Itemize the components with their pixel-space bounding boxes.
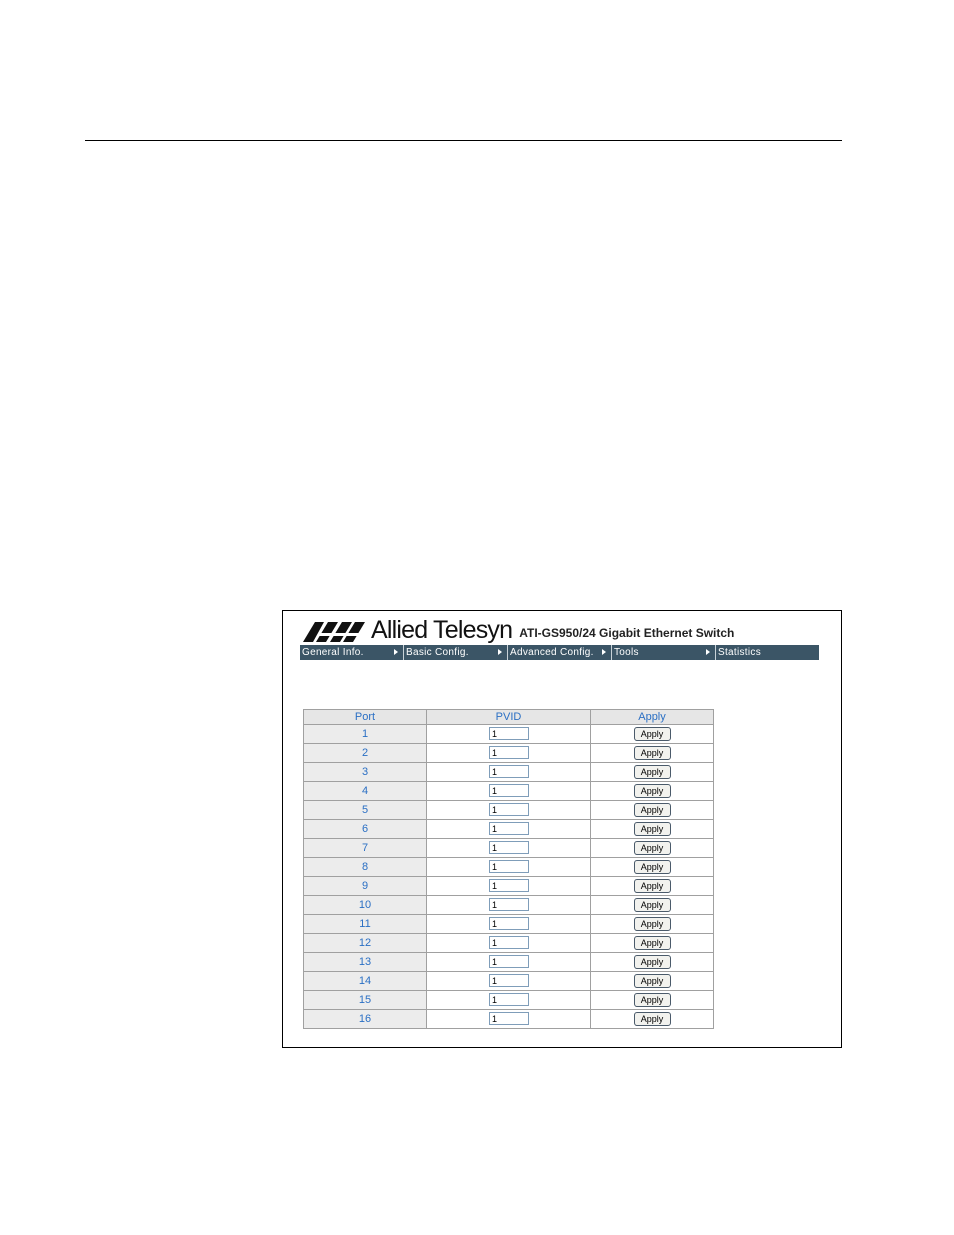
pvid-cell [427, 801, 591, 820]
menu-item-general-info[interactable] [300, 645, 404, 660]
brand-name: Allied Telesyn [371, 616, 513, 644]
submenu-arrow-icon [706, 649, 710, 655]
pvid-cell [427, 725, 591, 744]
pvid-input[interactable] [489, 898, 529, 911]
apply-button[interactable]: Apply [634, 917, 671, 931]
brand-header [303, 616, 734, 642]
pvid-input[interactable] [489, 746, 529, 759]
column-header-pvid: PVID [427, 710, 591, 725]
apply-button[interactable]: Apply [634, 974, 671, 988]
menu-item-basic-config[interactable] [404, 645, 508, 660]
apply-cell [591, 801, 714, 820]
apply-cell [591, 744, 714, 763]
apply-button[interactable]: Apply [634, 1012, 671, 1026]
table-row [304, 858, 714, 877]
pvid-cell [427, 953, 591, 972]
pvid-cell [427, 782, 591, 801]
port-number: 2 [304, 744, 427, 763]
table-header-row [304, 710, 714, 725]
column-header-apply: Apply [591, 710, 714, 725]
pvid-cell [427, 744, 591, 763]
table-body [304, 725, 714, 1029]
table-row [304, 744, 714, 763]
pvid-cell [427, 991, 591, 1010]
port-number: 4 [304, 782, 427, 801]
port-number: 15 [304, 991, 427, 1010]
pvid-input[interactable] [489, 879, 529, 892]
port-number: 8 [304, 858, 427, 877]
submenu-arrow-icon [602, 649, 606, 655]
main-menu-bar [300, 645, 819, 660]
pvid-cell [427, 896, 591, 915]
menu-item-label: Basic Config. [406, 647, 469, 658]
apply-button[interactable]: Apply [634, 822, 671, 836]
pvid-input[interactable] [489, 803, 529, 816]
page-header-rule [85, 140, 842, 141]
menu-item-tools[interactable] [612, 645, 716, 660]
pvid-cell [427, 972, 591, 991]
product-name: ATI-GS950/24 Gigabit Ethernet Switch [519, 626, 735, 640]
pvid-cell [427, 820, 591, 839]
port-number: 11 [304, 915, 427, 934]
table-row [304, 915, 714, 934]
submenu-arrow-icon [394, 649, 398, 655]
apply-button[interactable]: Apply [634, 936, 671, 950]
menu-item-advanced-config[interactable] [508, 645, 612, 660]
apply-button[interactable]: Apply [634, 784, 671, 798]
submenu-arrow-icon [498, 649, 502, 655]
table-row [304, 725, 714, 744]
pvid-input[interactable] [489, 784, 529, 797]
pvid-input[interactable] [489, 822, 529, 835]
port-number: 12 [304, 934, 427, 953]
pvid-input[interactable] [489, 727, 529, 740]
table-row [304, 877, 714, 896]
pvid-cell [427, 934, 591, 953]
port-number: 6 [304, 820, 427, 839]
port-number: 5 [304, 801, 427, 820]
pvid-cell [427, 915, 591, 934]
apply-cell [591, 915, 714, 934]
apply-cell [591, 725, 714, 744]
column-header-port: Port [304, 710, 427, 725]
apply-cell [591, 972, 714, 991]
pvid-input[interactable] [489, 974, 529, 987]
port-number: 10 [304, 896, 427, 915]
apply-button[interactable]: Apply [634, 727, 671, 741]
port-number: 16 [304, 1010, 427, 1029]
table-row [304, 1010, 714, 1029]
apply-cell [591, 934, 714, 953]
table-row [304, 896, 714, 915]
port-number: 7 [304, 839, 427, 858]
apply-button[interactable]: Apply [634, 765, 671, 779]
port-number: 14 [304, 972, 427, 991]
pvid-cell [427, 877, 591, 896]
apply-cell [591, 839, 714, 858]
pvid-input[interactable] [489, 1012, 529, 1025]
pvid-cell [427, 839, 591, 858]
port-pvid-table [303, 709, 714, 1029]
table-row [304, 934, 714, 953]
apply-button[interactable]: Apply [634, 993, 671, 1007]
table-row [304, 991, 714, 1010]
table-row [304, 820, 714, 839]
apply-button[interactable]: Apply [634, 803, 671, 817]
pvid-input[interactable] [489, 765, 529, 778]
pvid-cell [427, 858, 591, 877]
pvid-input[interactable] [489, 993, 529, 1006]
menu-item-label: Statistics [718, 647, 762, 658]
apply-button[interactable]: Apply [634, 879, 671, 893]
pvid-input[interactable] [489, 917, 529, 930]
pvid-input[interactable] [489, 955, 529, 968]
apply-cell [591, 820, 714, 839]
apply-button[interactable]: Apply [634, 898, 671, 912]
pvid-input[interactable] [489, 860, 529, 873]
menu-item-label: Tools [614, 647, 639, 658]
apply-cell [591, 858, 714, 877]
table-row [304, 763, 714, 782]
apply-cell [591, 1010, 714, 1029]
pvid-cell [427, 763, 591, 782]
port-number: 9 [304, 877, 427, 896]
apply-button[interactable]: Apply [634, 841, 671, 855]
table-row [304, 839, 714, 858]
apply-cell [591, 991, 714, 1010]
menu-item-label: General Info. [302, 647, 364, 658]
port-number: 1 [304, 725, 427, 744]
switch-web-ui-screenshot [282, 610, 842, 1048]
apply-cell [591, 896, 714, 915]
menu-item-statistics[interactable] [716, 645, 819, 660]
pvid-input[interactable] [489, 936, 529, 949]
apply-button[interactable]: Apply [634, 860, 671, 874]
apply-cell [591, 763, 714, 782]
table-row [304, 972, 714, 991]
menu-item-label: Advanced Config. [510, 647, 594, 658]
port-number: 3 [304, 763, 427, 782]
pvid-input[interactable] [489, 841, 529, 854]
table-row [304, 801, 714, 820]
allied-telesyn-logo-icon [303, 622, 365, 642]
apply-cell [591, 953, 714, 972]
apply-button[interactable]: Apply [634, 746, 671, 760]
port-number: 13 [304, 953, 427, 972]
apply-cell [591, 877, 714, 896]
table-row [304, 782, 714, 801]
table-row [304, 953, 714, 972]
pvid-cell [427, 1010, 591, 1029]
apply-cell [591, 782, 714, 801]
apply-button[interactable]: Apply [634, 955, 671, 969]
